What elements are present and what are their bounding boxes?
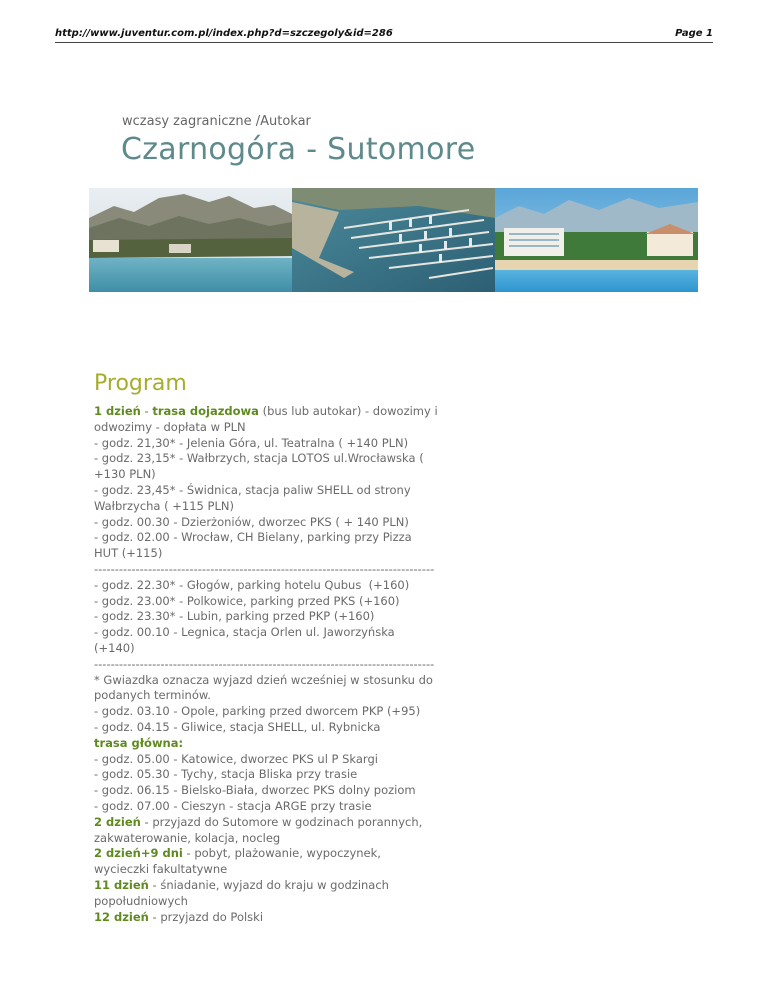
program-text-segment: - godz. 06.15 - Bielsko-Biała, dworzec PKS dolny poziom	[94, 783, 416, 798]
program-emphasis: 11 dzień	[94, 877, 149, 892]
program-line	[94, 783, 454, 799]
program-text-segment: - godz. 02.00 - Wrocław, CH Bielany, parking przy Pizza	[94, 530, 412, 545]
program-line	[94, 562, 454, 578]
print-header	[55, 28, 713, 43]
program-line	[94, 752, 454, 768]
photo-banner	[89, 188, 698, 292]
program-emphasis: 12 dzień	[94, 909, 149, 924]
program-line	[94, 641, 454, 657]
program-text-segment: +130 PLN)	[94, 467, 156, 482]
program-line	[94, 704, 454, 720]
program-text-segment: ----------------------------------------------------------------------------------	[94, 561, 435, 576]
program-line	[94, 420, 454, 436]
program-emphasis: 1 dzień	[94, 404, 141, 418]
program-emphasis: 2 dzień	[94, 814, 141, 829]
program-text-segment: - godz. 22.30* - Głogów, parking hotelu Qubus (+160)	[94, 577, 410, 592]
program-text-segment: - godz. 21,30* - Jelenia Góra, ul. Teatralna ( +140 PLN)	[94, 435, 409, 450]
program-line	[94, 451, 454, 467]
program-text-segment: - przyjazd do Sutomore w godzinach porannych,	[140, 814, 423, 829]
category-label: wczasy zagraniczne /Autokar	[122, 114, 311, 129]
program-line	[94, 657, 454, 673]
program-line	[94, 515, 454, 531]
program-line	[94, 499, 454, 515]
program-line	[94, 546, 454, 562]
program-text-segment: - godz. 23.00* - Polkowice, parking przed PKS (+160)	[94, 593, 400, 608]
program-heading: Program	[94, 371, 187, 396]
program-line	[94, 910, 454, 926]
program-line	[94, 799, 454, 815]
program-line	[94, 483, 454, 499]
program-line	[94, 688, 454, 704]
beach-hotel-photo	[495, 188, 698, 292]
program-text-segment: zakwaterowanie, kolacja, nocleg	[94, 830, 281, 845]
program-text-segment: - godz. 05.00 - Katowice, dworzec PKS ul P Skargi	[94, 751, 378, 766]
program-line	[94, 625, 454, 641]
program-text-segment: - godz. 23.30* - Lubin, parking przed PKP (+160)	[94, 609, 375, 624]
program-text-segment: - śniadanie, wyjazd do kraju w godzinach	[148, 877, 389, 892]
program-emphasis: 2 dzień+9 dni	[94, 846, 183, 861]
program-text-segment: - godz. 23,15* - Wałbrzych, stacja LOTOS ul.Wrocławska (	[94, 451, 424, 466]
mountain-coast-photo	[89, 188, 292, 292]
program-line	[94, 404, 454, 420]
program-text-segment: HUT (+115)	[94, 546, 163, 561]
program-line	[94, 436, 454, 452]
program-text	[94, 404, 454, 925]
program-text-segment: - godz. 03.10 - Opole, parking przed dworcem PKP (+95)	[94, 704, 421, 719]
program-text-segment: (+140)	[94, 640, 135, 655]
program-line	[94, 720, 454, 736]
marina-photo	[292, 188, 495, 292]
program-line	[94, 578, 454, 594]
page-url: http://www.juventur.com.pl/index.php?d=szczegoly&id=286	[55, 28, 393, 39]
program-text-segment: - pobyt, plażowanie, wypoczynek,	[182, 846, 381, 861]
program-line	[94, 878, 454, 894]
program-line	[94, 815, 454, 831]
program-text-segment: (bus lub autokar) - dowozimy i	[258, 404, 438, 418]
program-line	[94, 894, 454, 910]
program-line	[94, 846, 454, 862]
program-text-segment: popołudniowych	[94, 893, 188, 908]
page-number: Page 1	[675, 28, 713, 39]
program-line	[94, 609, 454, 625]
program-text-segment: -	[140, 404, 153, 418]
program-text-segment: * Gwiazdka oznacza wyjazd dzień wcześniej w stosunku do	[94, 672, 433, 687]
program-text-segment: - godz. 05.30 - Tychy, stacja Bliska przy trasie	[94, 767, 358, 782]
program-text-segment: - godz. 04.15 - Gliwice, stacja SHELL, ul. Rybnicka	[94, 719, 381, 734]
program-text-segment: Wałbrzycha ( +115 PLN)	[94, 498, 234, 513]
program-line	[94, 673, 454, 689]
program-line	[94, 767, 454, 783]
program-emphasis: trasa główna:	[94, 735, 184, 750]
photo-banner-image	[89, 188, 698, 292]
program-text-segment: wycieczki fakultatywne	[94, 862, 228, 877]
program-line	[94, 530, 454, 546]
program-text-segment: podanych terminów.	[94, 688, 211, 703]
program-line	[94, 736, 454, 752]
program-text-segment: - godz. 00.10 - Legnica, stacja Orlen ul. Jaworzyńska	[94, 625, 395, 640]
program-line	[94, 594, 454, 610]
program-text-segment: - godz. 23,45* - Świdnica, stacja paliw SHELL od strony	[94, 482, 411, 497]
program-text-segment: - godz. 07.00 - Cieszyn - stacja ARGE przy trasie	[94, 798, 372, 813]
program-text-segment: - godz. 00.30 - Dzierżoniów, dworzec PKS ( + 140 PLN)	[94, 514, 409, 529]
program-emphasis: trasa dojazdowa	[152, 404, 259, 418]
program-text-segment: odwozimy - dopłata w PLN	[94, 419, 246, 434]
program-line	[94, 467, 454, 483]
program-text-segment: ----------------------------------------------------------------------------------	[94, 656, 435, 671]
program-line	[94, 831, 454, 847]
program-text-segment: - przyjazd do Polski	[148, 909, 264, 924]
page-title: Czarnogóra - Sutomore	[121, 132, 476, 167]
program-line	[94, 862, 454, 878]
